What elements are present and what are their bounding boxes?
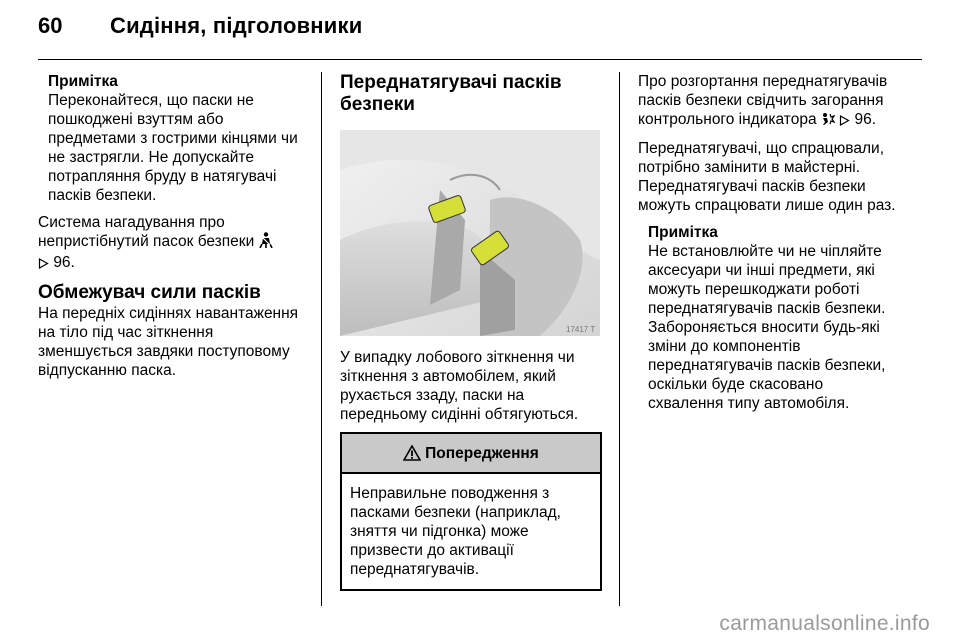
page-header xyxy=(38,8,362,44)
page-title: Сидіння, підголовники xyxy=(110,13,363,38)
column-divider xyxy=(321,72,322,606)
column-middle xyxy=(340,72,602,591)
note-block-right xyxy=(648,223,902,413)
deploy-paragraph xyxy=(638,72,902,131)
deploy-text: Про розгортання переднатягувачів пасків безпеки свідчить загорання контрольного індикатора xyxy=(638,73,888,128)
airbag-indicator-icon xyxy=(821,112,835,131)
triangle-ref-icon xyxy=(38,255,49,274)
crash-text: У випадку лобового зіткнення чи зіткнення з автомобілем, який рухається ззаду, паски на передньому сидінні обтягуються. xyxy=(340,349,579,423)
warning-title: Попередження xyxy=(425,444,539,462)
deploy-ref-page[interactable]: 96. xyxy=(854,111,877,128)
reminder-ref-page[interactable]: 96. xyxy=(53,254,75,271)
note-title: Примітка xyxy=(648,224,718,241)
seatbelt-person-icon xyxy=(259,232,273,253)
limiter-text: На передніх сидіннях навантаження на тіло під час зіткнення зменшується завдяки поступовому відпусканню паска. xyxy=(38,305,299,379)
note-text: Переконайтеся, що паски не пошкоджені взуттям або предметами з гострими кінцями чи не застрягли. Не допускайте потрапляння бруду в натягувачі пасків безпеки. xyxy=(48,92,298,204)
triangle-ref-icon xyxy=(839,112,850,131)
warning-text: Неправильне поводження з пасками безпеки (наприклад, зняття чи підгонка) може призвести до активації переднатягувачів. xyxy=(350,485,561,578)
column-right xyxy=(638,72,902,421)
note-title: Примітка xyxy=(48,73,118,90)
reminder-text: Система нагадування про непристібнутий пасок безпеки xyxy=(38,214,255,250)
warning-box xyxy=(340,432,602,591)
column-left xyxy=(38,72,306,388)
seatbelt-buckle-illustration xyxy=(340,130,600,336)
service-text: Переднатягувачі, що спрацювали, потрібно замінити в майстерні. Переднатягувачі пасків безпеки можуть спрацювати лише один раз. xyxy=(638,140,896,214)
warning-header xyxy=(342,434,600,474)
note-block xyxy=(48,72,306,205)
header-divider xyxy=(38,59,922,60)
limiter-heading: Обмежувач сили пасків xyxy=(38,282,261,303)
page-number: 60 xyxy=(38,13,63,38)
column-divider xyxy=(619,72,620,606)
watermark: carmanualsonline.info xyxy=(719,612,930,635)
note-text: Не встановлюйте чи не чіпляйте аксесуари чи інші предмети, які можуть перешкоджати роботі переднатягувачів пасків безпеки. Забороняється вносити будь-які зміни до компонентів переднатягувачів пасків безпеки, оскільки буде скасовано схвалення типу автомобіля. xyxy=(648,243,886,412)
pretensioner-heading: Переднатягувачі пасків безпеки xyxy=(340,72,562,115)
warning-triangle-icon xyxy=(403,445,421,461)
figure-code: 17417 T xyxy=(566,325,596,334)
reminder-paragraph xyxy=(38,213,306,274)
